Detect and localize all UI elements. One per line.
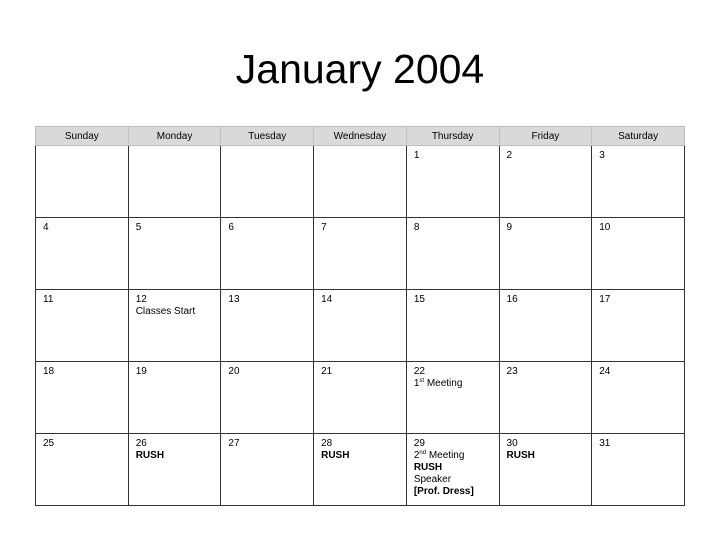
ordinal-number: 1 — [413, 378, 420, 389]
week-row — [36, 362, 685, 434]
calendar-grid — [35, 126, 685, 506]
day-cell — [499, 146, 592, 218]
week-row — [36, 218, 685, 290]
day-number: 15 — [413, 294, 425, 305]
day-number: 17 — [599, 294, 611, 305]
day-cell — [314, 146, 407, 218]
day-cell — [499, 218, 592, 290]
day-cell — [592, 362, 685, 434]
day-cell — [36, 218, 129, 290]
day-cell — [128, 218, 221, 290]
day-number: 5 — [135, 222, 142, 233]
day-number: 18 — [43, 366, 55, 377]
day-cell — [499, 434, 592, 506]
week-row — [36, 290, 685, 362]
day-number: 25 — [43, 438, 55, 449]
day-cell — [128, 146, 221, 218]
day-number: 28 — [321, 438, 333, 449]
day-number: 4 — [43, 222, 49, 233]
event-second-meeting — [414, 450, 499, 462]
day-cell — [221, 434, 314, 506]
day-cell — [128, 434, 221, 506]
day-cell — [36, 362, 129, 434]
day-cell — [128, 290, 221, 362]
day-cell — [314, 362, 407, 434]
day-number: 22 — [413, 366, 425, 377]
day-number: 19 — [135, 366, 147, 377]
day-number: 10 — [599, 222, 611, 233]
event-rush: RUSH — [135, 450, 165, 461]
event-rush: RUSH — [506, 450, 535, 461]
day-cell — [499, 362, 592, 434]
day-cell — [499, 290, 592, 362]
day-number: 13 — [228, 294, 240, 305]
weekday-header: Sunday — [36, 127, 129, 146]
day-cell — [592, 146, 685, 218]
day-cell — [221, 218, 314, 290]
day-cell — [314, 218, 407, 290]
day-number: 7 — [321, 222, 327, 233]
meeting-label: Meeting — [426, 378, 463, 389]
week-row — [36, 146, 685, 218]
day-cell — [406, 290, 499, 362]
day-cell — [406, 362, 499, 434]
day-number: 26 — [135, 438, 147, 449]
day-number: 30 — [506, 438, 518, 449]
day-number: 27 — [228, 438, 240, 449]
day-number: 2 — [506, 150, 513, 161]
day-cell — [592, 290, 685, 362]
day-cell — [406, 218, 499, 290]
day-number: 12 — [135, 294, 147, 305]
day-cell — [406, 434, 499, 506]
day-number: 20 — [228, 366, 240, 377]
day-number: 24 — [599, 366, 611, 377]
event-first-meeting — [414, 378, 499, 390]
weekday-header-row — [36, 127, 685, 146]
weekday-header: Wednesday — [314, 127, 407, 146]
event-speaker: Speaker — [413, 474, 452, 485]
event-dress-code: [Prof. Dress] — [413, 486, 474, 497]
event-rush: RUSH — [413, 462, 443, 473]
ordinal-suffix: nd — [419, 450, 427, 456]
day-number: 8 — [413, 222, 420, 233]
meeting-label: Meeting — [428, 450, 465, 461]
day-number: 1 — [413, 150, 420, 161]
day-number: 16 — [506, 294, 518, 305]
day-number: 31 — [599, 438, 611, 449]
event-rush: RUSH — [321, 450, 350, 461]
page-title: January 2004 — [235, 46, 485, 92]
day-number: 14 — [321, 294, 333, 305]
event-classes-start: Classes Start — [135, 306, 196, 317]
day-cell — [36, 434, 129, 506]
day-cell — [592, 434, 685, 506]
day-cell — [221, 362, 314, 434]
day-number: 21 — [321, 366, 333, 377]
day-number: 11 — [43, 294, 54, 305]
week-row — [36, 434, 685, 506]
weekday-header: Saturday — [592, 127, 685, 146]
day-number: 23 — [506, 366, 518, 377]
day-cell — [36, 290, 129, 362]
day-number: 29 — [413, 438, 425, 449]
day-cell — [36, 146, 129, 218]
day-number: 3 — [599, 150, 605, 161]
weekday-header: Thursday — [406, 127, 499, 146]
weekday-header: Monday — [128, 127, 221, 146]
day-cell — [592, 218, 685, 290]
weekday-header: Friday — [499, 127, 592, 146]
day-cell — [221, 290, 314, 362]
day-number: 6 — [228, 222, 234, 233]
day-cell — [221, 146, 314, 218]
weekday-header: Tuesday — [221, 127, 314, 146]
day-number: 9 — [506, 222, 513, 233]
ordinal-number: 2 — [413, 450, 420, 461]
ordinal-suffix: st — [419, 378, 425, 384]
day-cell — [128, 362, 221, 434]
day-cell — [406, 146, 499, 218]
day-cell — [314, 290, 407, 362]
day-cell — [314, 434, 407, 506]
